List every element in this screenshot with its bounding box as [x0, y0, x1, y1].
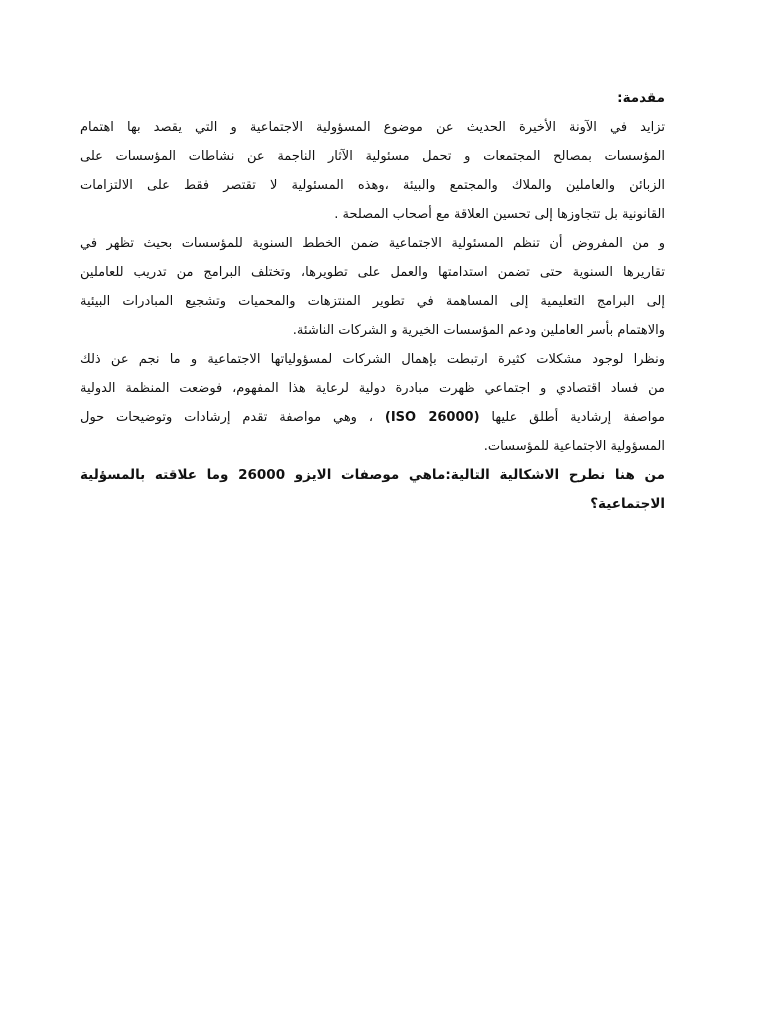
paragraph-iso-initiative: [80, 345, 665, 461]
question-line: من هنا نطرح الاشكالية التالية:ماهي موصفات الايزو 26000 وما علاقته بالمسؤلية: [80, 467, 665, 483]
text-line: المسؤولية الاجتماعية للمؤسسات.: [483, 439, 665, 454]
document-body: [80, 84, 665, 519]
research-question: [80, 461, 665, 519]
text-fragment: مواصفة إرشادية أطلق عليها: [491, 410, 666, 425]
text-fragment: ، وهي مواصفة تقدم إرشادات وتوضيحات حول: [80, 410, 374, 425]
paragraph-intro: [80, 113, 665, 229]
text-line: تقاريرها السنوية حتى تضمن استدامتها والعمل على تطويرها، وتختلف البرامج من تدريب للعاملين: [80, 265, 665, 280]
question-line: الاجتماعية؟: [590, 496, 665, 512]
section-heading: مقدمة:: [617, 90, 665, 106]
text-line: تزايد في الآونة الأخيرة الحديث عن موضوع المسؤولية الاجتماعية و التي يقصد بها اهتمام: [80, 120, 665, 135]
text-line: المؤسسات بمصالح المجتمعات و تحمل مسئولية الآثار الناجمة عن نشاطات المؤسسات على: [80, 149, 665, 164]
text-line: من فساد اقتصادي و اجتماعي ظهرت مبادرة دولية لرعاية هذا المفهوم، فوضعت المنظمة الدولية: [80, 381, 665, 396]
paragraph-social-responsibility-plans: [80, 229, 665, 345]
text-line: الزبائن والعاملين والملاك والمجتمع والبيئة ،وهذه المسئولية لا تقتصر فقط على الالتزامات: [80, 178, 665, 193]
iso-standard-label: (ISO 26000): [384, 410, 480, 425]
text-line: إلى البرامج التعليمية إلى المساهمة في تطوير المنتزهات والمحميات وتشجيع المبادرات البيئية: [80, 294, 665, 309]
text-line-iso: [80, 403, 665, 432]
text-line: والاهتمام بأسر العاملين ودعم المؤسسات الخيرية و الشركات الناشئة.: [292, 323, 665, 338]
text-line: و من المفروض أن تنظم المسئولية الاجتماعية ضمن الخطط السنوية للمؤسسات بحيث تظهر في: [80, 236, 665, 251]
text-line: ونظرا لوجود مشكلات كثيرة ارتبطت بإهمال الشركات لمسؤولياتها الاجتماعية و ما نجم عن ذلك: [80, 352, 665, 367]
text-line: القانونية بل تتجاوزها إلى تحسين العلاقة مع أصحاب المصلحة .: [334, 207, 665, 222]
